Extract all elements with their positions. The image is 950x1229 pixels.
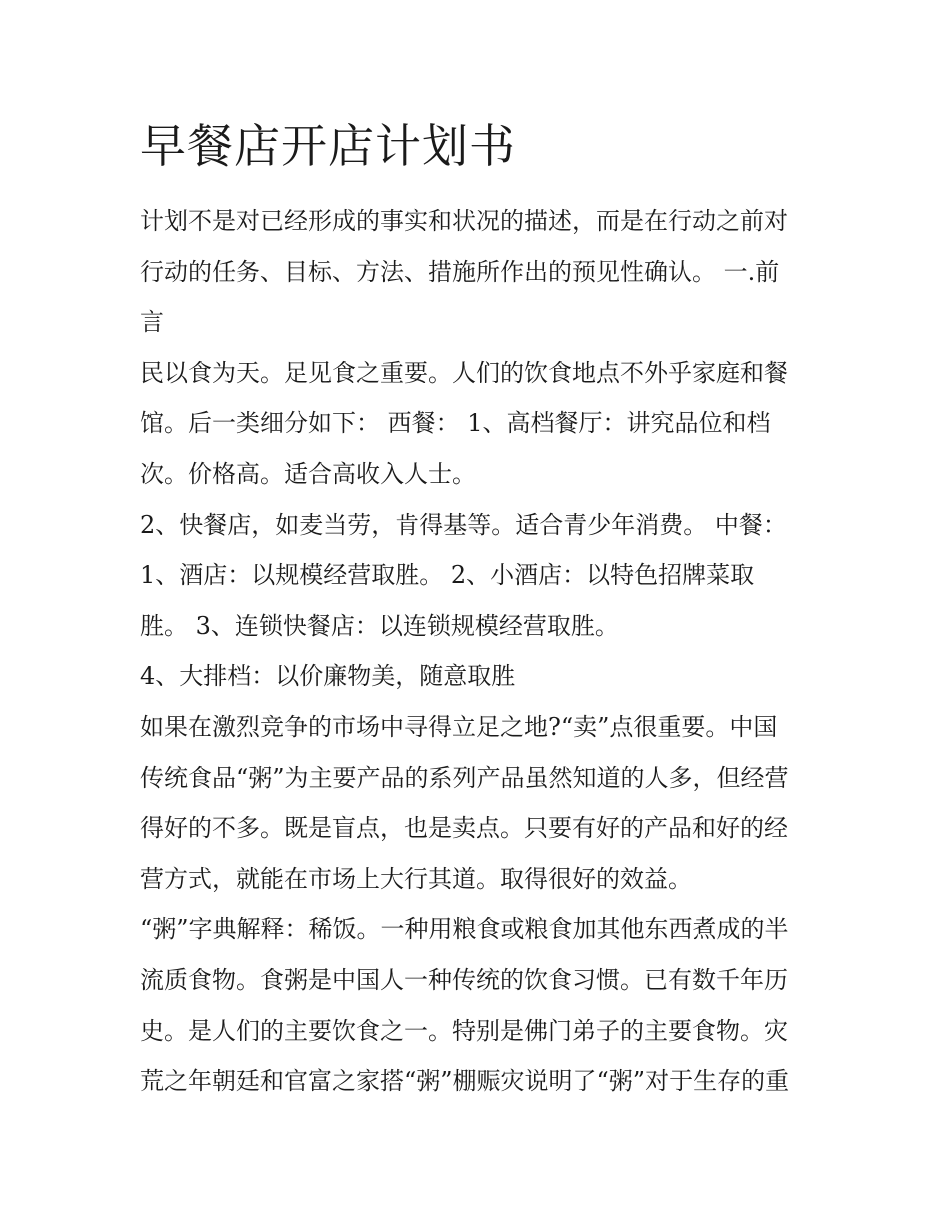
body-line: 如果在激烈竞争的市场中寻得立足之地?“卖”点很重要。中国 xyxy=(140,712,778,741)
document-title: 早餐店开店计划书 xyxy=(140,119,516,173)
body-line: 营方式，就能在市场上大行其道。取得很好的效益。 xyxy=(140,864,692,893)
body-line: 2、快餐店，如麦当劳，肯得基等。适合青少年消费。 中餐： xyxy=(140,510,787,539)
body-line: 言 xyxy=(140,308,164,337)
body-line: 荒之年朝廷和官富之家搭“粥”棚赈灾说明了“粥”对于生存的重 xyxy=(140,1067,790,1096)
body-line: 4、大排档：以价廉物美，随意取胜 xyxy=(140,662,516,691)
body-line: 行动的任务、目标、方法、措施所作出的预见性确认。 一.前 xyxy=(140,257,780,286)
body-line: 1、酒店：以规模经营取胜。 2、小酒店：以特色招牌菜取 xyxy=(140,561,755,590)
body-line: 传统食品“粥”为主要产品的系列产品虽然知道的人多，但经营 xyxy=(140,763,789,792)
body-line: 得好的不多。既是盲点，也是卖点。只要有好的产品和好的经 xyxy=(140,814,788,843)
document-body xyxy=(140,196,820,1107)
body-line: 民以食为天。足见食之重要。人们的饮食地点不外乎家庭和餐 xyxy=(140,358,788,387)
body-line: 史。是人们的主要饮食之一。特别是佛门弟子的主要食物。灾 xyxy=(140,1016,788,1045)
body-line: 次。价格高。适合高收入人士。 xyxy=(140,459,476,488)
body-line: 胜。 3、连锁快餐店：以连锁规模经营取胜。 xyxy=(140,611,619,640)
body-line: 计划不是对已经形成的事实和状况的描述，而是在行动之前对 xyxy=(140,207,788,235)
body-line: “粥”字典解释：稀饭。一种用粮食或粮食加其他东西煮成的半 xyxy=(140,915,789,944)
body-line: 馆。后一类细分如下： 西餐： 1、高档餐厅：讲究品位和档 xyxy=(140,409,771,438)
body-line: 流质食物。食粥是中国人一种传统的饮食习惯。已有数千年历 xyxy=(140,965,788,994)
